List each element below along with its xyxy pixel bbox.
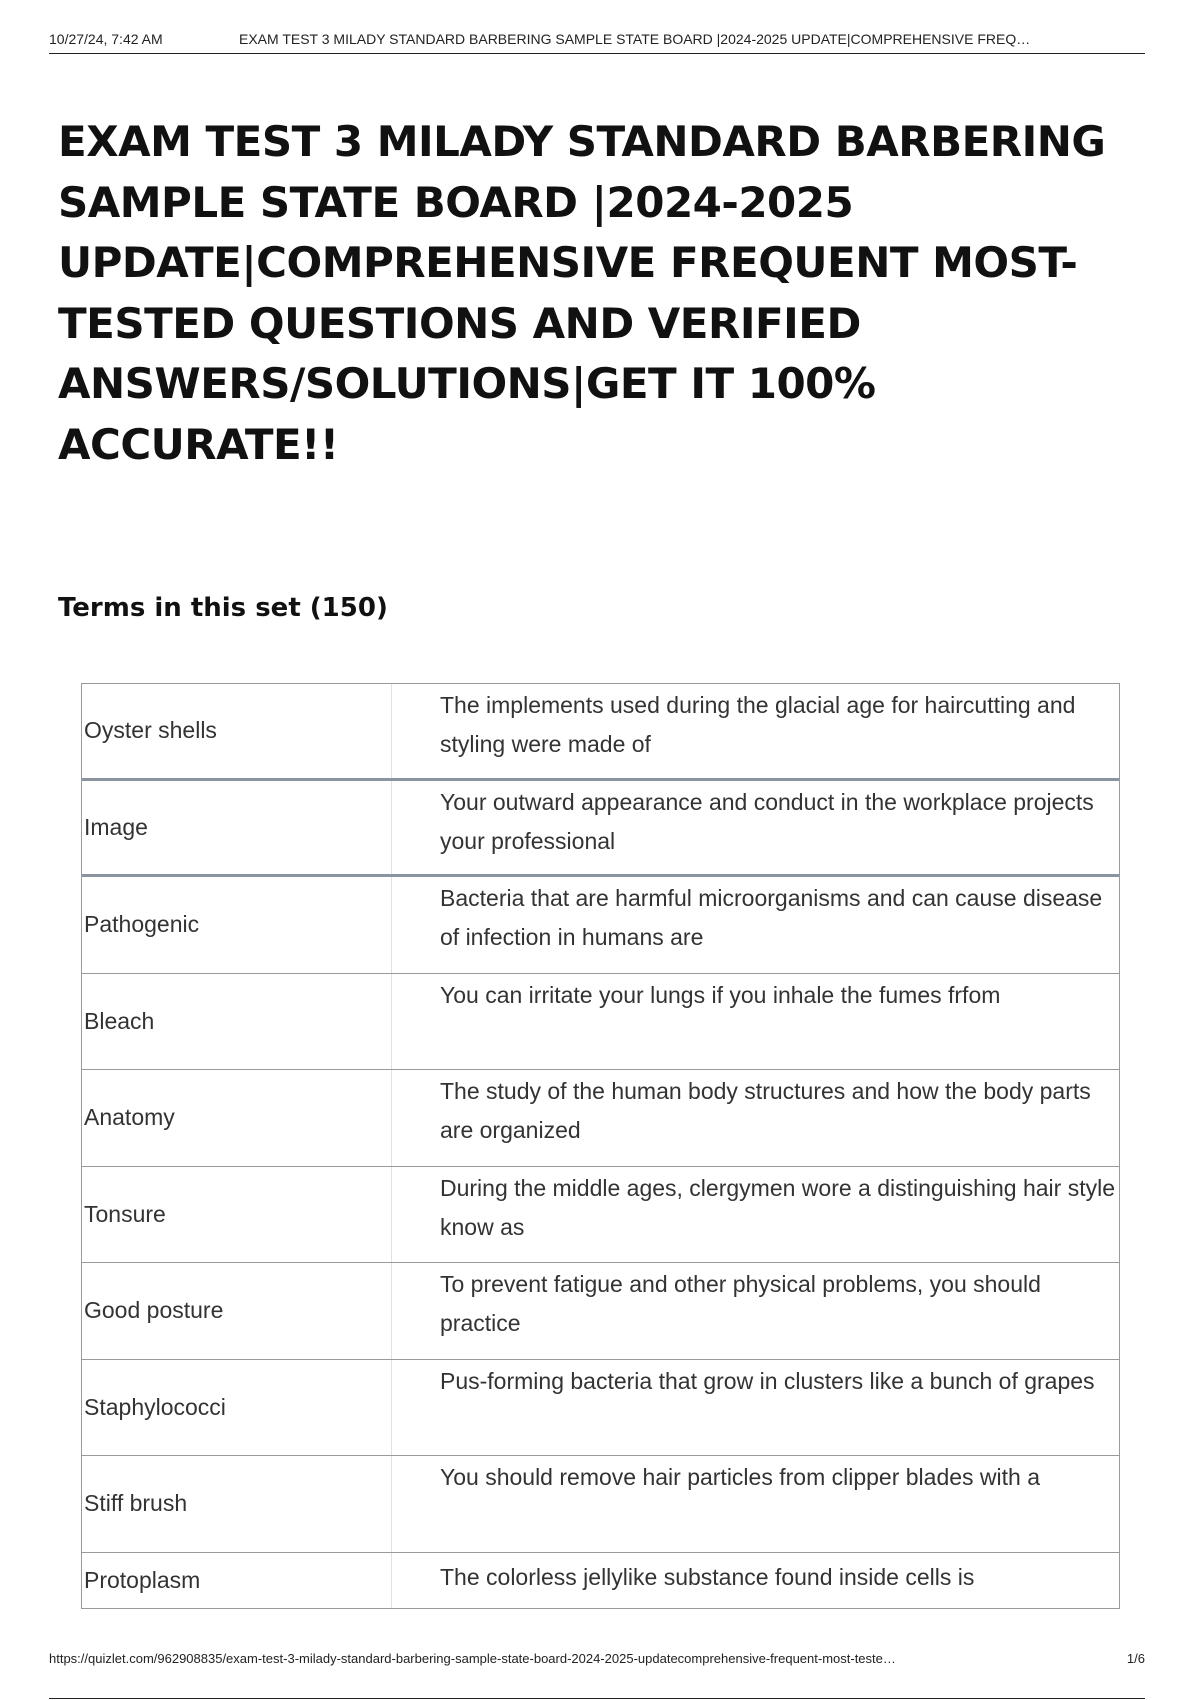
definition-cell: You should remove hair particles from clipper blades with a [440,1464,1041,1490]
term-cell: Tonsure [82,1167,392,1263]
terms-count-heading: Terms in this set (150) [58,593,388,623]
term-cell: Oyster shells [82,684,392,778]
term-row [82,684,1119,781]
term-row [82,1456,1119,1553]
term-cell: Good posture [82,1263,392,1359]
print-footer [49,1651,1145,1699]
definition-cell: You can irritate your lungs if you inhale the fumes frfom [440,981,1001,1008]
term-cell: Image [82,781,392,875]
definition-cell: Your outward appearance and conduct in the workplace projects your professional [440,788,1094,854]
definition-cell: The colorless jellylike substance found inside cells is [440,1563,975,1590]
definition-cell: Pus-forming bacteria that grow in clusters like a bunch of grapes [440,1367,1095,1394]
term-row [82,1553,1119,1608]
print-header [49,31,1145,54]
definition-cell: The study of the human body structures and how the body parts are organized [440,1078,1091,1143]
page-number: 1/6 [1126,1651,1145,1666]
print-datetime: 10/27/24, 7:42 AM [49,31,163,47]
term-cell: Pathogenic [82,877,392,973]
terms-table [81,683,1120,1609]
term-cell: Bleach [82,974,392,1070]
term-row [82,974,1119,1071]
term-row [82,1070,1119,1167]
term-cell: Stiff brush [82,1456,392,1552]
term-cell: Protoplasm [82,1553,392,1608]
term-row [82,877,1119,974]
definition-cell: During the middle ages, clergymen wore a distinguishing hair style know as [440,1174,1116,1240]
page-url-link[interactable]: https://quizlet.com/962908835/exam-test-3-milady-standard-barbering-sample-state-board-2024-2025-updatecomprehensive-frequent-most-teste… [49,1651,896,1666]
page-title: EXAM TEST 3 MILADY STANDARD BARBERING SAMPLE STATE BOARD |2024-2025 UPDATE|COMPREHENSIVE FREQUENT MOST-TESTED QUESTIONS AND VERIFIED ANSWERS/SOLUTIONS|GET IT 100% ACCURATE!! [58,117,1106,469]
term-row [82,1167,1119,1264]
term-row [82,1360,1119,1457]
definition-cell: To prevent fatigue and other physical problems, you should practice [440,1271,1041,1336]
footer-divider [49,1698,1145,1699]
print-doc-title: EXAM TEST 3 MILADY STANDARD BARBERING SAMPLE STATE BOARD |2024-2025 UPDATE|COMPREHENSIVE FREQ… [239,31,1031,47]
definition-cell: Bacteria that are harmful microorganisms and can cause disease of infection in humans are [440,885,1103,950]
term-row [82,1263,1119,1360]
term-cell: Anatomy [82,1070,392,1166]
term-row [82,781,1119,878]
definition-cell: The implements used during the glacial age for haircutting and styling were made of [440,692,1076,757]
term-cell: Staphylococci [82,1360,392,1456]
